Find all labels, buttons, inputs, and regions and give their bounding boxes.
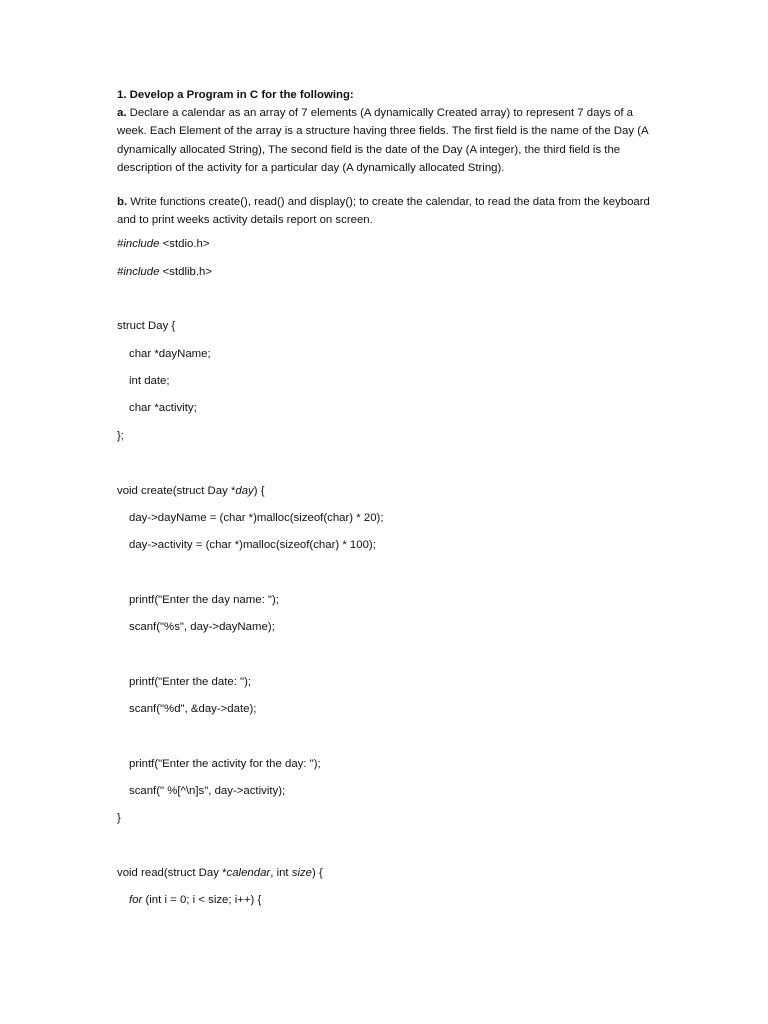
code-line-struct-open: struct Day { — [117, 320, 176, 332]
read-sig-start: void read(struct Day * — [117, 867, 227, 879]
code-line-scanf-activity: scanf(" %[^\n]s", day->activity); — [129, 785, 286, 797]
code-line-struct-close: }; — [117, 430, 124, 442]
part-a-text: Declare a calendar as an array of 7 elements (A dynamically Created array) to represent 7 days of a week. Each Element of the array is a structure having three fields. The first field is the name of the Day (A dynamically allocated String), The second field is the date of the Day (A integer), the third field is the description of the activity for a particular day (A dynamically allocated String). — [117, 107, 648, 174]
code-line-field-date: int date; — [129, 375, 170, 387]
code-line-printf-activity: printf("Enter the activity for the day: "); — [129, 758, 321, 770]
create-sig-end: ) { — [253, 485, 265, 497]
include-keyword: #include — [117, 238, 160, 250]
for-keyword: for — [129, 894, 143, 906]
part-a-paragraph — [117, 104, 657, 177]
code-line-read-signature — [117, 864, 323, 882]
code-line-include-stdlib — [117, 263, 212, 281]
code-line-scanf-dayname: scanf("%s", day->dayName); — [129, 621, 275, 633]
create-sig-start: void create(struct Day * — [117, 485, 236, 497]
code-line-printf-dayname: printf("Enter the day name: "); — [129, 594, 279, 606]
code-line-include-stdio — [117, 235, 209, 253]
part-b-text: Write functions create(), read() and display(); to create the calendar, to read the data from the keyboard and to print weeks activity details report on screen. — [117, 196, 650, 227]
part-a-label: a. — [117, 107, 127, 120]
question-heading: 1. Develop a Program in C for the following: — [117, 89, 354, 101]
part-b-paragraph — [117, 193, 657, 229]
include-stdio-text: <stdio.h> — [159, 238, 210, 250]
read-sig-end: ) { — [312, 867, 323, 879]
code-line-malloc-dayname: day->dayName = (char *)malloc(sizeof(char) * 20); — [129, 512, 384, 524]
for-loop-text: (int i = 0; i < size; i++) { — [142, 894, 262, 906]
include-stdlib-text: <stdlib.h> — [159, 266, 212, 278]
create-sig-param: day — [235, 485, 254, 497]
read-sig-param-calendar: calendar — [226, 867, 271, 879]
read-sig-param-size: size — [291, 867, 313, 879]
code-line-create-signature — [117, 482, 265, 500]
code-line-malloc-activity: day->activity = (char *)malloc(sizeof(char) * 100); — [129, 539, 376, 551]
read-sig-mid: , int — [270, 867, 292, 879]
code-line-scanf-date: scanf("%d", &day->date); — [129, 703, 257, 715]
code-line-for-loop — [129, 891, 261, 909]
part-b-label: b. — [117, 196, 128, 209]
code-line-create-close: } — [117, 812, 121, 824]
include-keyword: #include — [117, 266, 160, 278]
problem-statement — [117, 86, 657, 229]
code-line-printf-date: printf("Enter the date: "); — [129, 676, 252, 688]
code-line-field-activity: char *activity; — [129, 402, 197, 414]
code-line-field-dayname: char *dayName; — [129, 348, 211, 360]
